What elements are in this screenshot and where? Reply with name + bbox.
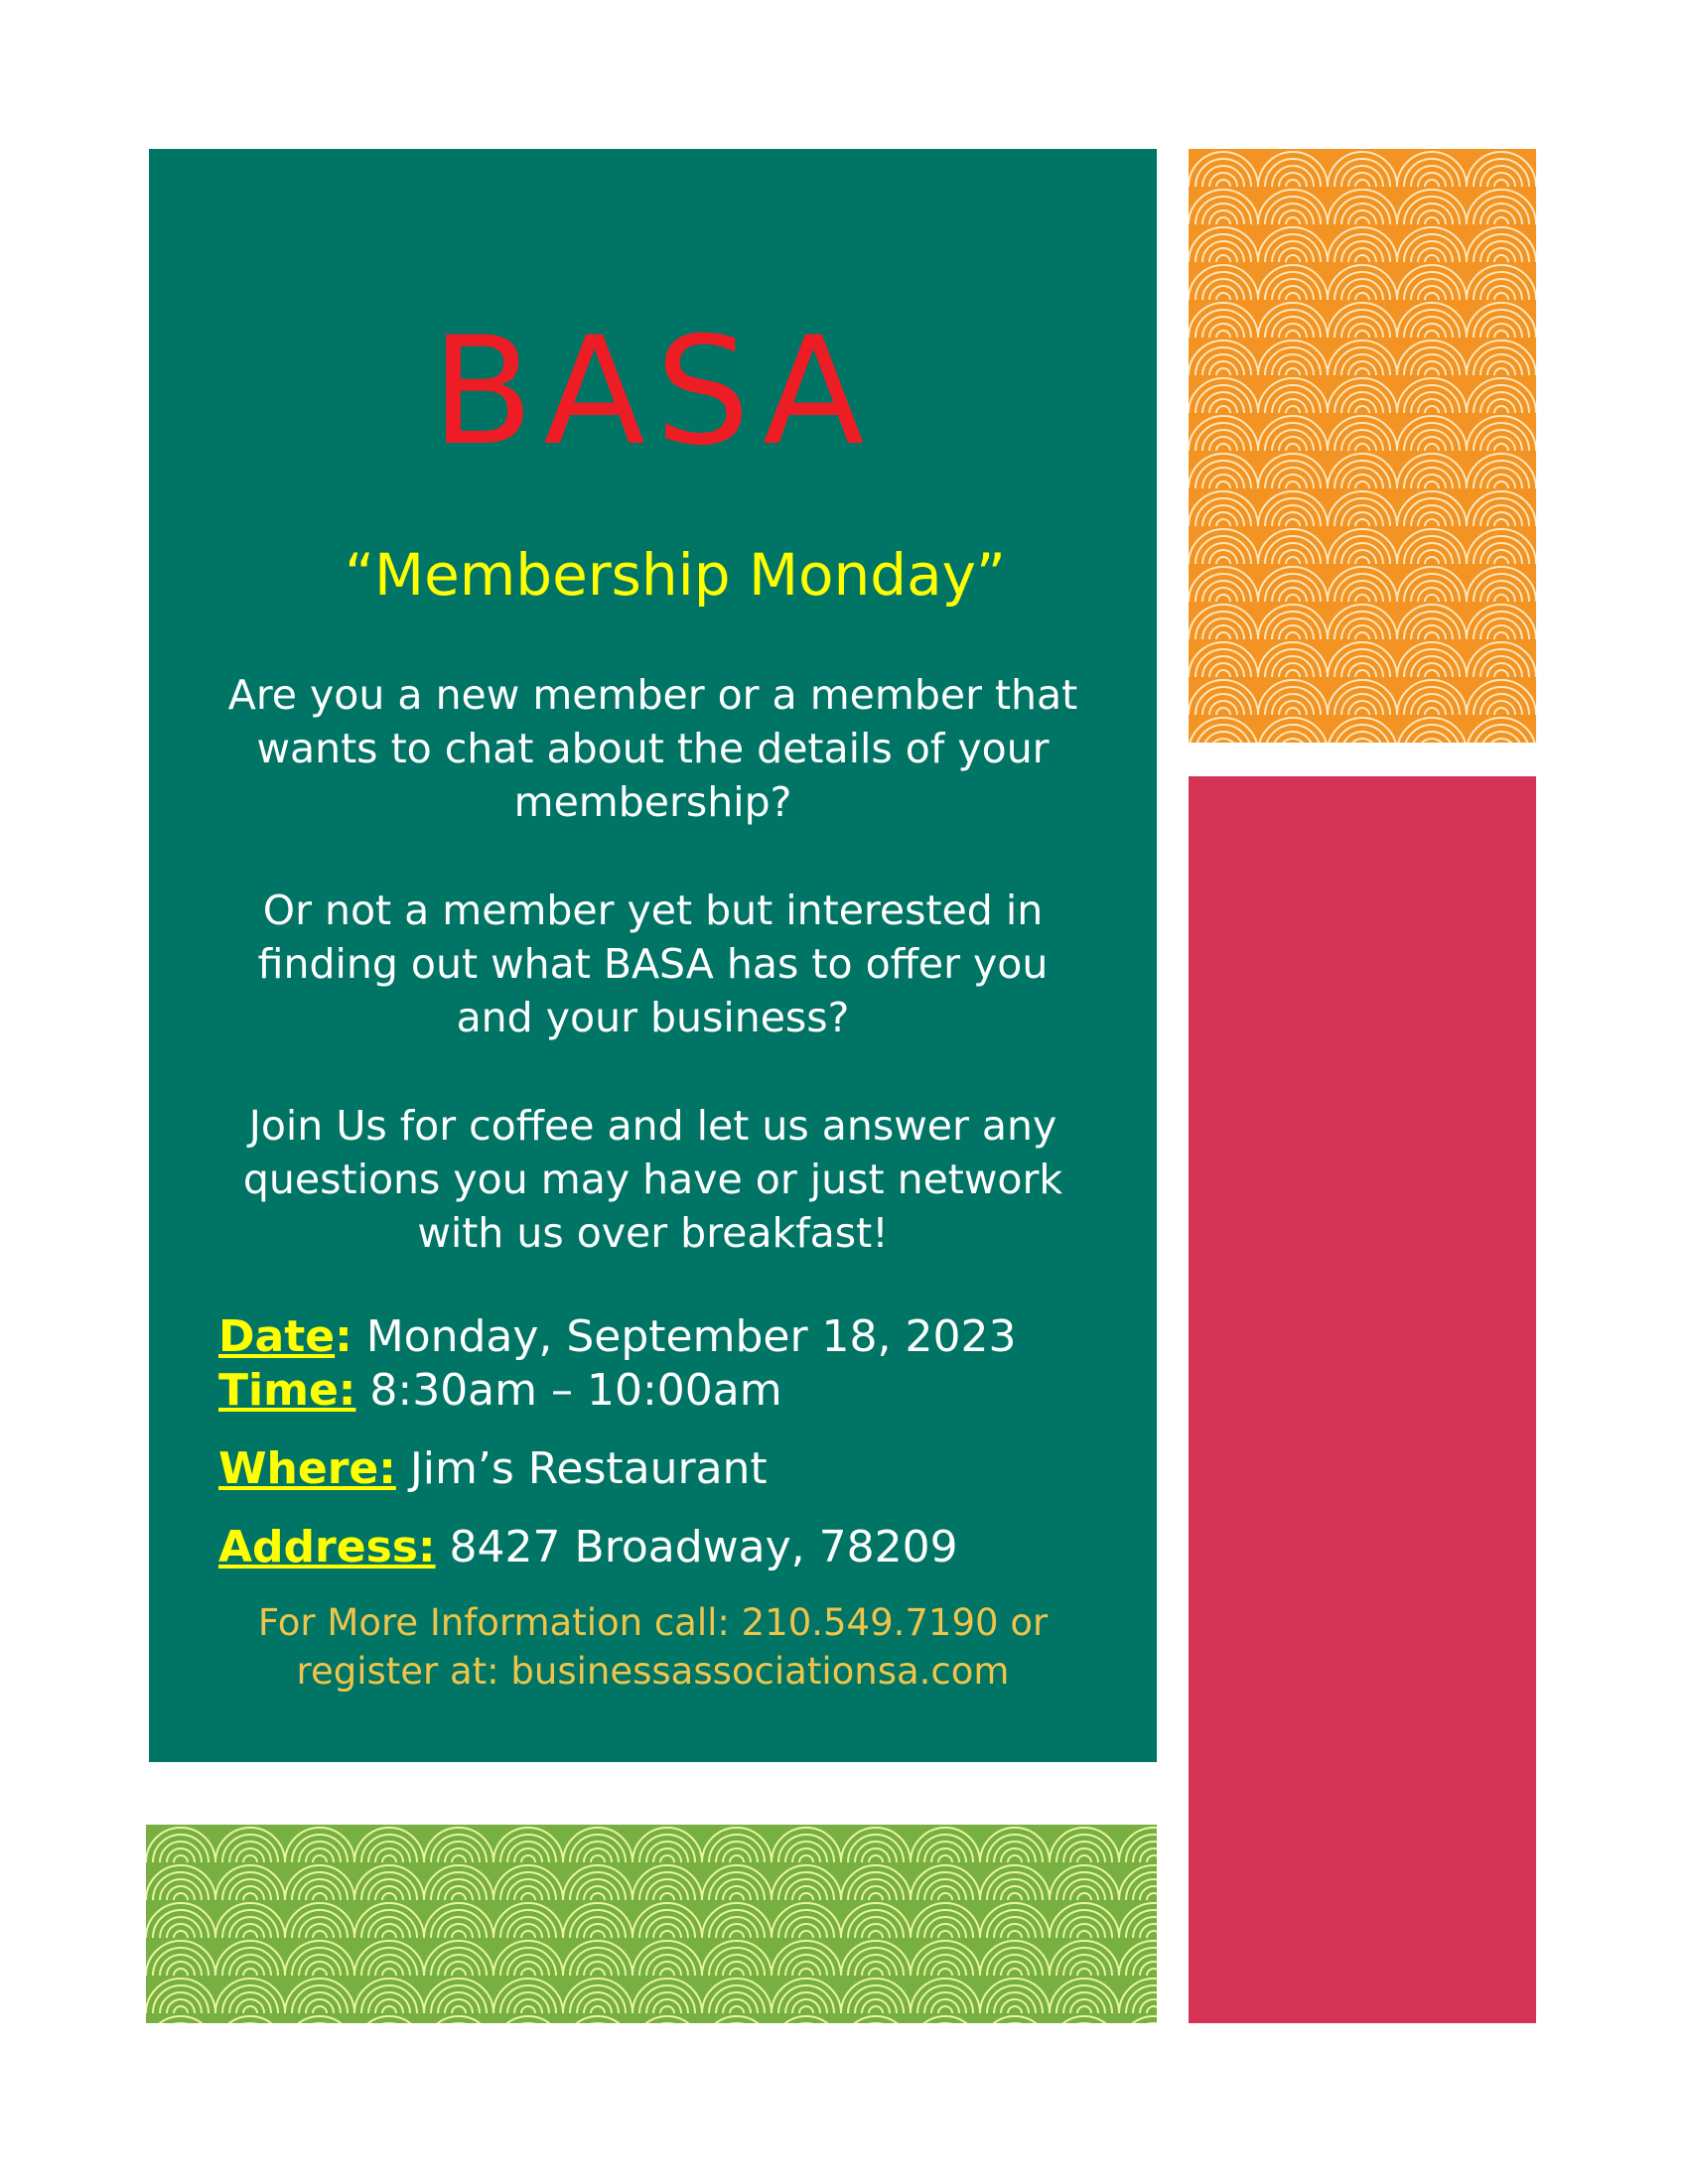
invitation-paragraph: Join Us for coffee and let us answer any questions you may have or just network with us over breakfast!	[242, 1102, 1063, 1257]
date-line	[218, 1310, 1142, 1364]
time-line	[218, 1364, 1142, 1418]
green-scallop-pattern	[146, 1825, 1157, 2023]
address-line	[218, 1521, 1142, 1574]
where-label: Where:	[218, 1443, 396, 1494]
flyer-title: BASA	[431, 306, 875, 478]
address-label: Address:	[218, 1522, 436, 1572]
green-pattern-block	[146, 1825, 1157, 2023]
where-value: Jim’s Restaurant	[395, 1443, 768, 1494]
orange-pattern-block	[1189, 149, 1536, 743]
address-value: 8427 Broadway, 78209	[435, 1522, 958, 1572]
date-value: Monday, September 18, 2023	[352, 1311, 1017, 1362]
orange-scallop-pattern	[1189, 149, 1536, 743]
where-line	[218, 1442, 1142, 1496]
contact-info: For More Information call: 210.549.7190 or register at: businessassociationsa.com	[257, 1601, 1049, 1693]
time-value: 8:30am – 10:00am	[355, 1365, 782, 1416]
date-colon: :	[335, 1311, 352, 1362]
pink-block	[1189, 776, 1536, 2023]
event-subtitle: “Membership Monday”	[345, 541, 1006, 609]
time-label: Time:	[218, 1365, 356, 1416]
intro-paragraph-members: Are you a new member or a member that wants to chat about the details of your membership?	[227, 671, 1078, 826]
intro-paragraph-nonmembers: Or not a member yet but interested in finding out what BASA has to offer you and your business?	[257, 887, 1049, 1041]
date-label: Date	[218, 1311, 336, 1362]
